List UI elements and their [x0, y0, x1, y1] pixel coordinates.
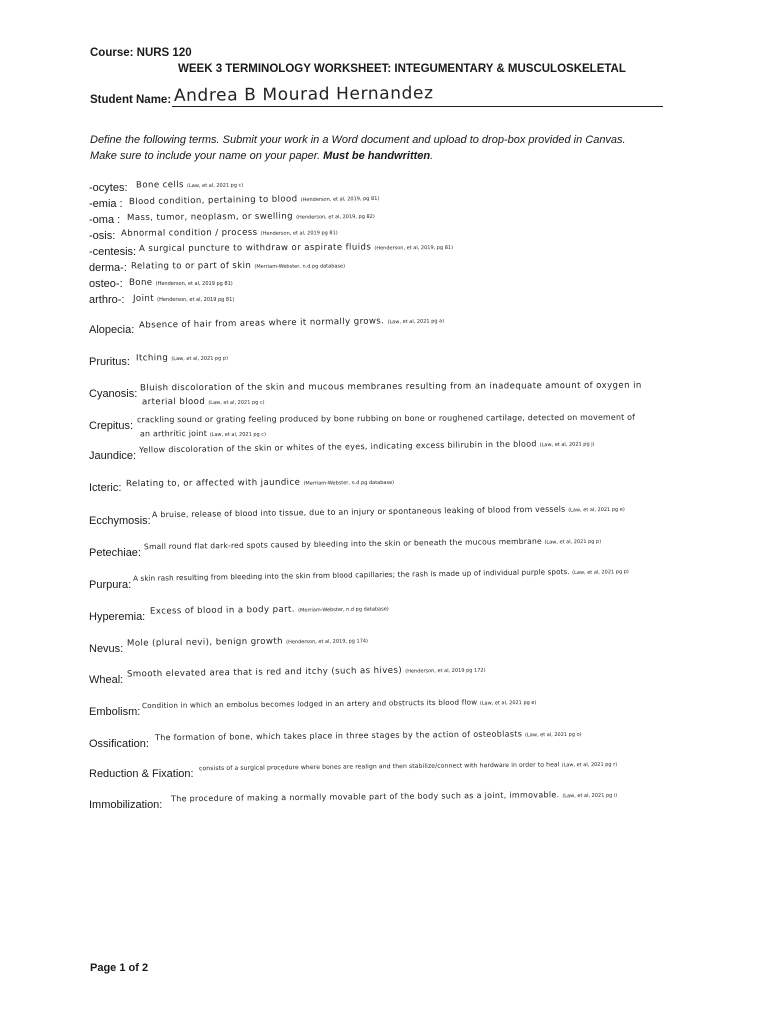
student-name-value: Andrea B Mourad Hernandez: [173, 83, 434, 106]
term-label: Hyperemia:: [89, 611, 146, 623]
instructions-text: Make sure to include your name on your paper.: [90, 150, 324, 162]
term-label: Jaundice:: [89, 450, 137, 462]
definition: Smooth elevated area that is red and itchy (such as hives) (Henderson, et al, 2019 pg 172): [126, 665, 486, 680]
definition: Condition in which an embolus becomes lodged in an artery and obstructs its blood flow (Law, et al, 2021 pg e): [141, 697, 537, 711]
definition: A skin rash resulting from bleeding into the skin from blood capillaries; the rash is made up of individual purple spots. (Law, et al, 2021 pg p): [132, 567, 629, 583]
definition: Joint (Henderson, et al, 2019 pg 81): [133, 294, 235, 304]
definition: crackling sound or grating feeling produced by bone rubbing on bone or roughened cartilage, detected on movement of: [136, 412, 636, 425]
term-label: -centesis:: [89, 246, 137, 258]
definition: Bone (Henderson, et al, 2019 pg 81): [129, 278, 233, 288]
term-label: Pruritus:: [89, 356, 130, 368]
term-label: Reduction & Fixation:: [89, 768, 194, 780]
student-name-label: Student Name:: [90, 94, 172, 106]
term-label: arthro-:: [89, 294, 125, 306]
worksheet-title: WEEK 3 TERMINOLOGY WORKSHEET: INTEGUMENTARY & MUSCULOSKELETAL: [178, 63, 626, 75]
definition: A surgical puncture to withdraw or aspirate fluids (Henderson, et al, 2019, pg 81): [138, 242, 454, 255]
definition: The procedure of making a normally movable part of the body such as a joint, immovable. (Law, et al, 2021 pg i): [170, 790, 618, 804]
term-label: Purpura:: [89, 579, 132, 591]
term-label: -ocytes:: [89, 182, 128, 194]
term-label: Immobilization:: [89, 799, 163, 811]
definition: Itching (Law, et al, 2021 pg p): [135, 353, 229, 364]
definition-continued: arterial blood (Law, et al, 2021 pg c): [141, 396, 265, 408]
course-label: Course: NURS 120: [90, 47, 192, 59]
definition: consists of a surgical procedure where bones are realign and then stabilize/connect with hardware in order to heal (Law, et al, 2021 pg r): [198, 761, 618, 773]
term-label: Ecchymosis:: [89, 515, 151, 527]
definition-continued: an arthritic joint (Law, et al, 2021 pg c): [139, 428, 267, 439]
definition: Yellow discoloration of the skin or whites of the eyes, indicating excess bilirubin in the blood (Law, et al, 2021 pg j): [138, 439, 595, 455]
term-label: Crepitus:: [89, 420, 134, 432]
definition: Bone cells (Law, et al, 2021 pg c): [135, 180, 244, 191]
term-label: Icteric:: [89, 482, 122, 494]
term-label: Cyanosis:: [89, 388, 138, 400]
definition: Excess of blood in a body part. (Merriam-Webster, n.d pg database): [149, 604, 389, 617]
term-label: Nevus:: [89, 643, 124, 655]
definition: Blood condition, pertaining to blood (Henderson, et al, 2019, pg 81): [128, 194, 380, 208]
term-label: Ossification:: [89, 738, 149, 750]
definition: Small round flat dark-red spots caused by bleeding into the skin or beneath the mucous membrane (Law, et al, 2021 pg p): [143, 536, 602, 552]
term-label: -emia :: [89, 198, 123, 210]
term-label: -osis:: [89, 230, 116, 242]
definition: Relating to, or affected with jaundice (Merriam-Webster, n.d pg database): [125, 477, 395, 490]
instructions-emphasis: Must be handwritten: [323, 150, 431, 162]
term-label: derma-:: [89, 262, 127, 274]
instructions-line-2: [90, 148, 690, 164]
definition: A bruise, release of blood into tissue, due to an injury or spontaneous leaking of blood from vessels (Law, et al, 2021 pg e): [151, 504, 625, 520]
definition: Abnormal condition / process (Henderson, et al, 2019 pg 81): [120, 227, 338, 239]
student-name-line: [172, 106, 663, 107]
term-label: Wheal:: [89, 674, 124, 686]
definition: Relating to or part of skin (Merriam-Webster, n.d pg database): [130, 260, 346, 272]
definition: The formation of bone, which takes place in three stages by the action of osteoblasts (Law, et al, 2021 pg o): [154, 729, 582, 743]
term-label: osteo-:: [89, 278, 123, 290]
instructions-end: .: [430, 150, 434, 162]
definition: Absence of hair from areas where it normally grows. (Law, et al, 2021 pg a): [138, 316, 445, 331]
term-label: Petechiae:: [89, 547, 141, 559]
instructions: [90, 132, 690, 164]
instructions-line-1: Define the following terms. Submit your work in a Word document and upload to drop-box provided in Canvas.: [90, 134, 626, 146]
definition: Bluish discoloration of the skin and mucous membranes resulting from an inadequate amount of oxygen in: [139, 380, 642, 394]
definition: Mass, tumor, neoplasm, or swelling (Henderson, et al, 2019, pg 82): [126, 211, 375, 224]
definition: Mole (plural nevi), benign growth (Henderson, et al, 2019, pg 174): [126, 636, 369, 649]
term-label: Alopecia:: [89, 324, 135, 336]
term-label: -oma :: [89, 214, 121, 226]
page-number: Page 1 of 2: [90, 962, 149, 974]
term-label: Embolism:: [89, 706, 141, 718]
